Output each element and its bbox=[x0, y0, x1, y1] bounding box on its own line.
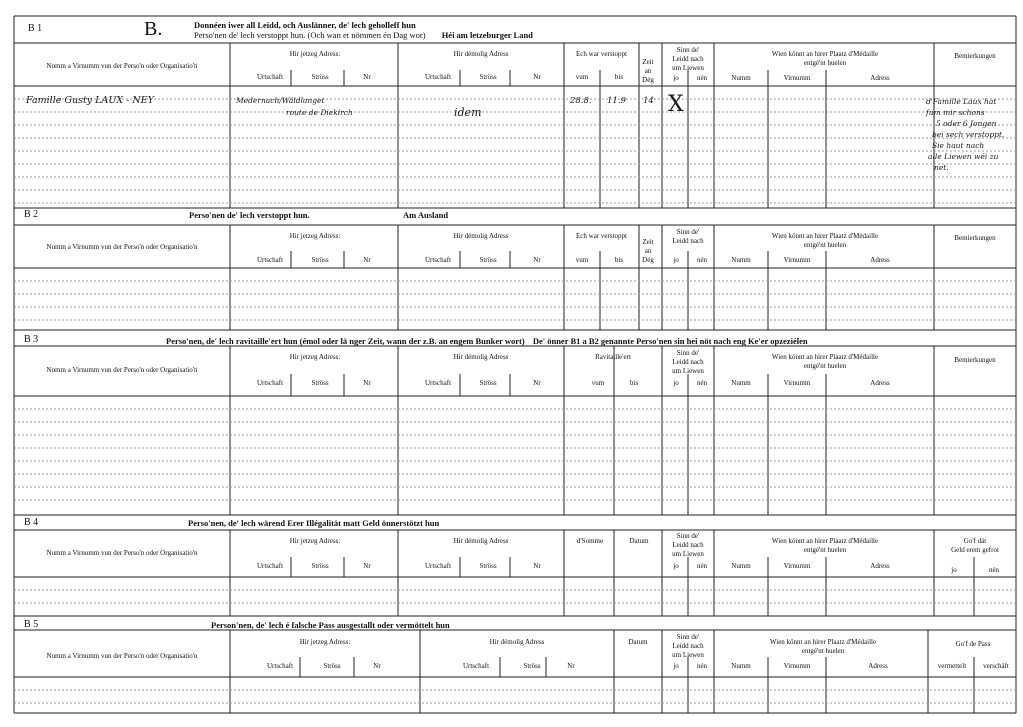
b1-sub-nr-then: Nr bbox=[533, 73, 541, 81]
section-b1-letter: B. bbox=[144, 18, 163, 40]
b3-sub-nen: nén bbox=[696, 379, 708, 387]
b5-sub-virnumm: Virnumm bbox=[783, 662, 811, 670]
b3-sub-vum: vum bbox=[591, 379, 605, 387]
section-b5-id: B 5 bbox=[24, 619, 39, 630]
b4-col-somme: d'Somme bbox=[576, 537, 604, 545]
b5-sub-nen: nén bbox=[696, 662, 708, 670]
section-b2-id: B 2 bbox=[24, 209, 39, 220]
b2-col-verstoppt: Ech war verstoppt bbox=[576, 232, 627, 240]
b2-col-name: Numm a Virnumm vun der Perso'n oder Organisatio'n bbox=[46, 243, 198, 251]
b1-sub-urtschaft-then: Urtschaft bbox=[424, 73, 452, 81]
b3-col-ravitaille: Ravitaille'ert bbox=[595, 353, 631, 361]
b2-col-sinn: Sinn de' Leidd nach bbox=[672, 228, 704, 245]
section-b4-title: Perso'nen, de' lech wärend Erer Illégalität matt Geld önnerstötzt hun bbox=[188, 518, 440, 528]
b4-sub-numm: Numm bbox=[731, 562, 751, 570]
b4-col-datum: Datum bbox=[629, 537, 649, 545]
b4-col-addr-now: Hir jetzeg Adress: bbox=[289, 537, 341, 545]
b1-sub-stross: Ströss bbox=[311, 73, 329, 81]
b5-col-medaille: Wien könnt an hirer Plaatz d'Médaille entgé'nt huelen bbox=[769, 638, 877, 655]
b1-col-medaille: Wien könnt an hirer Plaatz d'Médaille entgé'nt huelen bbox=[771, 50, 879, 67]
b3-sub-urtschaft-then: Urtschaft bbox=[424, 379, 452, 387]
section-b4-id: B 4 bbox=[24, 517, 39, 528]
b1-col-bemierkungen: Bemierkungen bbox=[954, 52, 996, 60]
b1-sub-vum: vum bbox=[575, 73, 589, 81]
entry-addr-now-line2: route de Diekirch bbox=[286, 108, 353, 117]
section-b1-title-line2: Perso'nen de' lech verstoppt hun. (Och wan et nömmen én Dag wor) Héi am letzeburger Land bbox=[194, 30, 533, 40]
b5-col-addr-now: Hir jetzeg Adress: bbox=[299, 638, 351, 646]
b5-col-pass: Go'f de Pass bbox=[955, 640, 991, 648]
b1-sub-numm: Numm bbox=[731, 74, 751, 82]
entry-zeit: 14 bbox=[643, 96, 654, 106]
section-b2-title: Perso'nen de' lech verstoppt hun. bbox=[189, 210, 310, 220]
b4-col-sinn: Sinn de' Leidd nach um Liewen bbox=[672, 532, 704, 558]
section-b3-id: B 3 bbox=[24, 334, 39, 345]
b3-sub-bis: bis bbox=[629, 379, 639, 387]
b4-col-medaille: Wien könnt an hirer Plaatz d'Médaille entgé'nt huelen bbox=[771, 537, 879, 554]
b3-sub-virnumm: Virnumm bbox=[783, 379, 811, 387]
b2-sub-nen: nén bbox=[696, 256, 708, 264]
b3-sub-urtschaft: Urtschaft bbox=[256, 379, 284, 387]
b2-sub-stross: Ströss bbox=[311, 256, 329, 264]
b4-sub-stross: Ströss bbox=[311, 562, 329, 570]
entry-vum: 28.8. bbox=[570, 96, 592, 106]
b3-sub-nr: Nr bbox=[363, 379, 371, 387]
b3-sub-jo: jo bbox=[673, 379, 679, 387]
b4-sub-nen: nén bbox=[696, 562, 708, 570]
entry-name: Famille Gusty LAUX - NEY bbox=[26, 95, 154, 106]
section-b3-title: Perso'nen, de' lech ravitaille'ert hun (émol oder lä nger Zeit, wann der z.B. an engem Bunker wort) De' önner B1 a B2 genannte Perso'nen sin hei nöt nach eng Ke'er opzeziélen bbox=[166, 336, 808, 346]
b2-sub-adress: Adress bbox=[870, 256, 890, 264]
b4-sub-virnumm: Virnumm bbox=[783, 562, 811, 570]
b3-col-addr-then: Hir démolig Adress bbox=[453, 353, 509, 361]
b1-col-name: Numm a Virnumm vun der Perso'n oder Organisatio'n bbox=[46, 62, 198, 70]
b2-sub-numm: Numm bbox=[731, 256, 751, 264]
b5-sub-stross: Ströss bbox=[323, 662, 341, 670]
b5-sub-nr-then: Nr bbox=[567, 662, 575, 670]
b1-col-zeit: Zeit an Dég bbox=[642, 58, 654, 84]
b5-sub-verschaft: verschäft bbox=[983, 662, 1009, 670]
b1-sub-virnumm: Virnumm bbox=[783, 74, 811, 82]
b1-col-addr-then: Hir démolig Adress bbox=[453, 50, 509, 58]
b5-sub-jo: jo bbox=[673, 662, 679, 670]
b5-sub-vermettelt: vermettelt bbox=[937, 662, 967, 670]
entry-bis: 11.9 bbox=[607, 96, 626, 106]
b1-sub-nr: Nr bbox=[363, 73, 371, 81]
b5-sub-stross-then: Ströss bbox=[523, 662, 541, 670]
b3-sub-stross: Ströss bbox=[311, 379, 329, 387]
b2-col-addr-then: Hir démolig Adress bbox=[453, 232, 509, 240]
b4-sub-nr: Nr bbox=[363, 562, 371, 570]
b4-col-geld: Go'f dät Geld erem gefrot bbox=[951, 537, 999, 554]
b2-sub-bis: bis bbox=[614, 256, 624, 264]
b5-sub-nr: Nr bbox=[373, 662, 381, 670]
b2-col-zeit: Zeit an Dég bbox=[642, 238, 654, 264]
b1-col-addr-now: Hir jetzeg Adress: bbox=[289, 50, 341, 58]
section-b5-title: Person'nen, de' lech é falsche Pass ausgestallt oder vermöttelt hun bbox=[211, 620, 450, 630]
b1-sub-bis: bis bbox=[614, 73, 624, 81]
b3-col-addr-now: Hir jetzeg Adress: bbox=[289, 353, 341, 361]
b5-sub-numm: Numm bbox=[731, 662, 751, 670]
b4-sub-stross-then: Ströss bbox=[479, 562, 497, 570]
b4-sub-nen-geld: nén bbox=[988, 566, 1000, 574]
section-b1-title-line1: Donnéen iwer all Leidd, och Auslänner, de' lech geholleff hun bbox=[194, 20, 416, 30]
b3-col-bemierkungen: Bemierkungen bbox=[954, 356, 996, 364]
b5-sub-adress: Adress bbox=[868, 662, 888, 670]
b3-sub-nr-then: Nr bbox=[533, 379, 541, 387]
b3-sub-numm: Numm bbox=[731, 379, 751, 387]
section-b1-id: B 1 bbox=[28, 23, 43, 34]
b2-sub-stross-then: Ströss bbox=[479, 256, 497, 264]
b5-col-addr-then: Hir démolig Adress bbox=[489, 638, 545, 646]
b4-col-addr-then: Hir démolig Adress bbox=[453, 537, 509, 545]
b5-sub-urtschaft: Urtschaft bbox=[266, 662, 294, 670]
entry-addr-then: idem bbox=[454, 106, 482, 119]
b5-sub-urtschaft-then: Urtschaft bbox=[462, 662, 490, 670]
b3-col-name: Numm a Virnumm vun der Perso'n oder Organisatio'n bbox=[46, 366, 198, 374]
b1-col-verstoppt: Ech war verstoppt bbox=[576, 50, 627, 58]
b2-sub-nr-then: Nr bbox=[533, 256, 541, 264]
b2-sub-urtschaft: Urtschaft bbox=[256, 256, 284, 264]
b2-col-medaille: Wien könnt an hirer Plaatz d'Médaille entgé'nt huelen bbox=[771, 232, 879, 249]
b3-col-medaille: Wien könnt an hirer Plaatz d'Médaille entgé'nt huelen bbox=[771, 353, 879, 370]
b1-sub-adress: Adress bbox=[870, 74, 890, 82]
b3-col-sinn: Sinn de' Leidd nach um Liewen bbox=[672, 349, 704, 375]
b2-sub-nr: Nr bbox=[363, 256, 371, 264]
b1-sub-stross-then: Ströss bbox=[479, 73, 497, 81]
b4-sub-adress: Adress bbox=[870, 562, 890, 570]
b2-sub-vum: vum bbox=[575, 256, 589, 264]
b2-col-bemierkungen: Bemierkungen bbox=[954, 234, 996, 242]
section-b2-title-extra: Am Ausland bbox=[403, 210, 449, 220]
b2-col-addr-now: Hir jetzeg Adress: bbox=[289, 232, 341, 240]
b5-col-datum: Datum bbox=[628, 638, 648, 646]
b4-sub-jo: jo bbox=[673, 562, 679, 570]
b4-sub-nr-then: Nr bbox=[533, 562, 541, 570]
entry-sinn-mark: X bbox=[668, 92, 684, 117]
b4-sub-urtschaft-then: Urtschaft bbox=[424, 562, 452, 570]
b3-sub-adress: Adress bbox=[870, 379, 890, 387]
b2-sub-urtschaft-then: Urtschaft bbox=[424, 256, 452, 264]
b2-sub-virnumm: Virnumm bbox=[783, 256, 811, 264]
b4-sub-urtschaft: Urtschaft bbox=[256, 562, 284, 570]
b2-sub-jo: jo bbox=[673, 256, 679, 264]
b1-sub-nen: nén bbox=[696, 74, 708, 82]
b4-col-name: Numm a Virnumm vun der Perso'n oder Organisatio'n bbox=[46, 549, 198, 557]
b1-sub-urtschaft: Urtschaft bbox=[256, 73, 284, 81]
b5-col-name: Numm a Virnumm vun der Perso'n oder Organisatio'n bbox=[46, 652, 198, 660]
b3-sub-stross-then: Ströss bbox=[479, 379, 497, 387]
b4-sub-jo-geld: jo bbox=[951, 566, 957, 574]
b5-col-sinn: Sinn de' Leidd nach um Liewen bbox=[672, 633, 704, 659]
entry-remarks: d'Famille Laux hat fum mir schons 5 oder 6 Jongen bei sech verstoppt. Sie haut nach alle Liewen wéi zu net. bbox=[926, 97, 1005, 172]
entry-addr-now-line1: Medernach/Wäldlanget bbox=[236, 96, 325, 105]
b1-sub-jo: jo bbox=[673, 74, 679, 82]
b1-col-sinn: Sinn de' Leidd nach um Liewen bbox=[672, 46, 704, 72]
